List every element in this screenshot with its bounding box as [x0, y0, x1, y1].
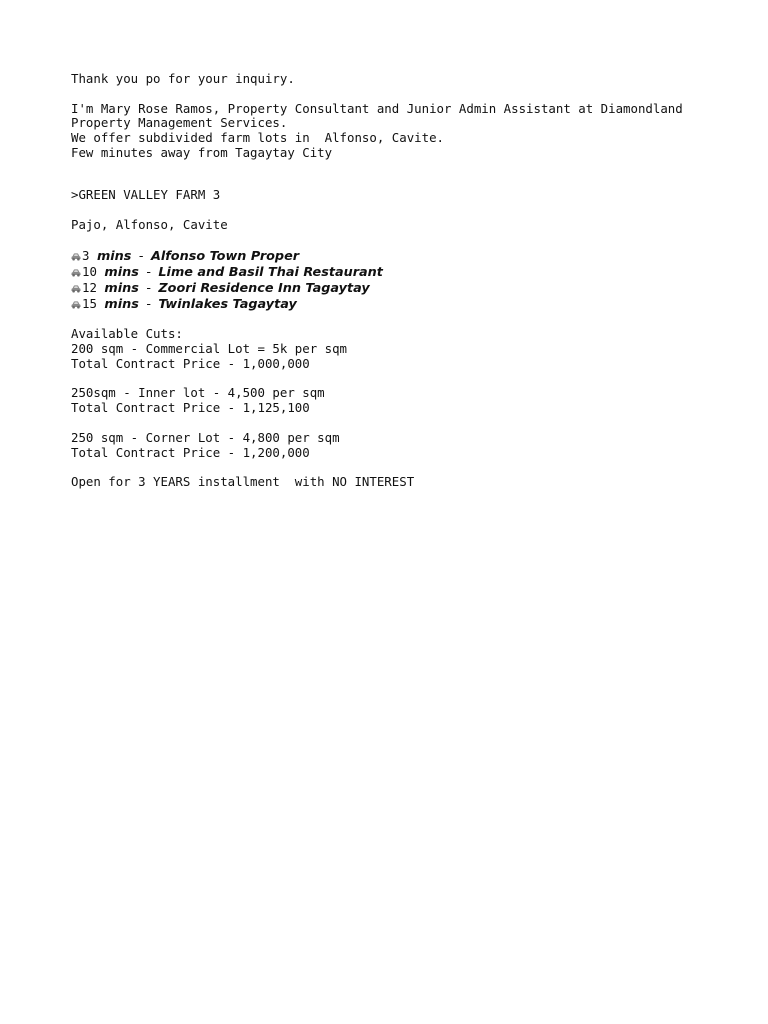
travel-separator: - — [146, 281, 151, 297]
terms-text: Open for 3 YEARS installment with NO INTEREST — [71, 474, 415, 490]
travel-place: Alfonso Town Proper — [150, 249, 300, 265]
message-body — [71, 72, 751, 490]
cut-description: 250 sqm - Corner Lot - 4,800 per sqm — [71, 429, 340, 445]
travel-minutes: 10 — [82, 264, 97, 280]
travel-time-item — [71, 296, 751, 312]
travel-place: Lime and Basil Thai Restaurant — [158, 265, 383, 281]
travel-separator: - — [146, 265, 151, 281]
travel-minutes: 15 — [82, 296, 97, 312]
cut-price: Total Contract Price - 1,000,000 — [71, 355, 310, 371]
travel-separator: - — [146, 297, 151, 313]
property-location: Pajo, Alfonso, Cavite — [71, 217, 228, 233]
car-icon — [71, 285, 81, 293]
travel-unit: mins — [104, 265, 139, 281]
travel-time-item — [71, 248, 751, 264]
travel-time-item — [71, 280, 751, 296]
travel-times-list — [71, 248, 751, 312]
intro-line-1: I'm Mary Rose Ramos, Property Consultant and Junior Admin Assistant at Diamondland — [71, 100, 683, 116]
intro-line-2: Property Management Services. — [71, 115, 288, 131]
travel-time-item — [71, 264, 751, 280]
greeting-text: Thank you po for your inquiry. — [71, 71, 295, 86]
travel-place: Zoori Residence Inn Tagaytay — [158, 281, 370, 297]
cuts-heading: Available Cuts: — [71, 326, 183, 342]
cut-description: 200 sqm - Commercial Lot = 5k per sqm — [71, 340, 348, 356]
travel-minutes: 3 — [82, 248, 90, 264]
travel-separator: - — [138, 249, 144, 265]
cut-price: Total Contract Price - 1,125,100 — [71, 400, 310, 416]
car-icon — [71, 269, 81, 277]
travel-unit: mins — [96, 249, 132, 265]
car-icon — [71, 253, 81, 261]
travel-unit: mins — [104, 281, 139, 297]
travel-place: Twinlakes Tagaytay — [158, 297, 297, 313]
cut-price: Total Contract Price - 1,200,000 — [71, 444, 310, 460]
property-name: >GREEN VALLEY FARM 3 — [71, 186, 221, 202]
car-icon — [71, 301, 81, 309]
travel-minutes: 12 — [82, 280, 97, 296]
offer-text: We offer subdivided farm lots in Alfonso, Cavite. — [71, 130, 444, 146]
cut-description: 250sqm - Inner lot - 4,500 per sqm — [71, 385, 325, 401]
travel-unit: mins — [104, 297, 139, 313]
nearby-text: Few minutes away from Tagaytay City — [71, 144, 333, 160]
